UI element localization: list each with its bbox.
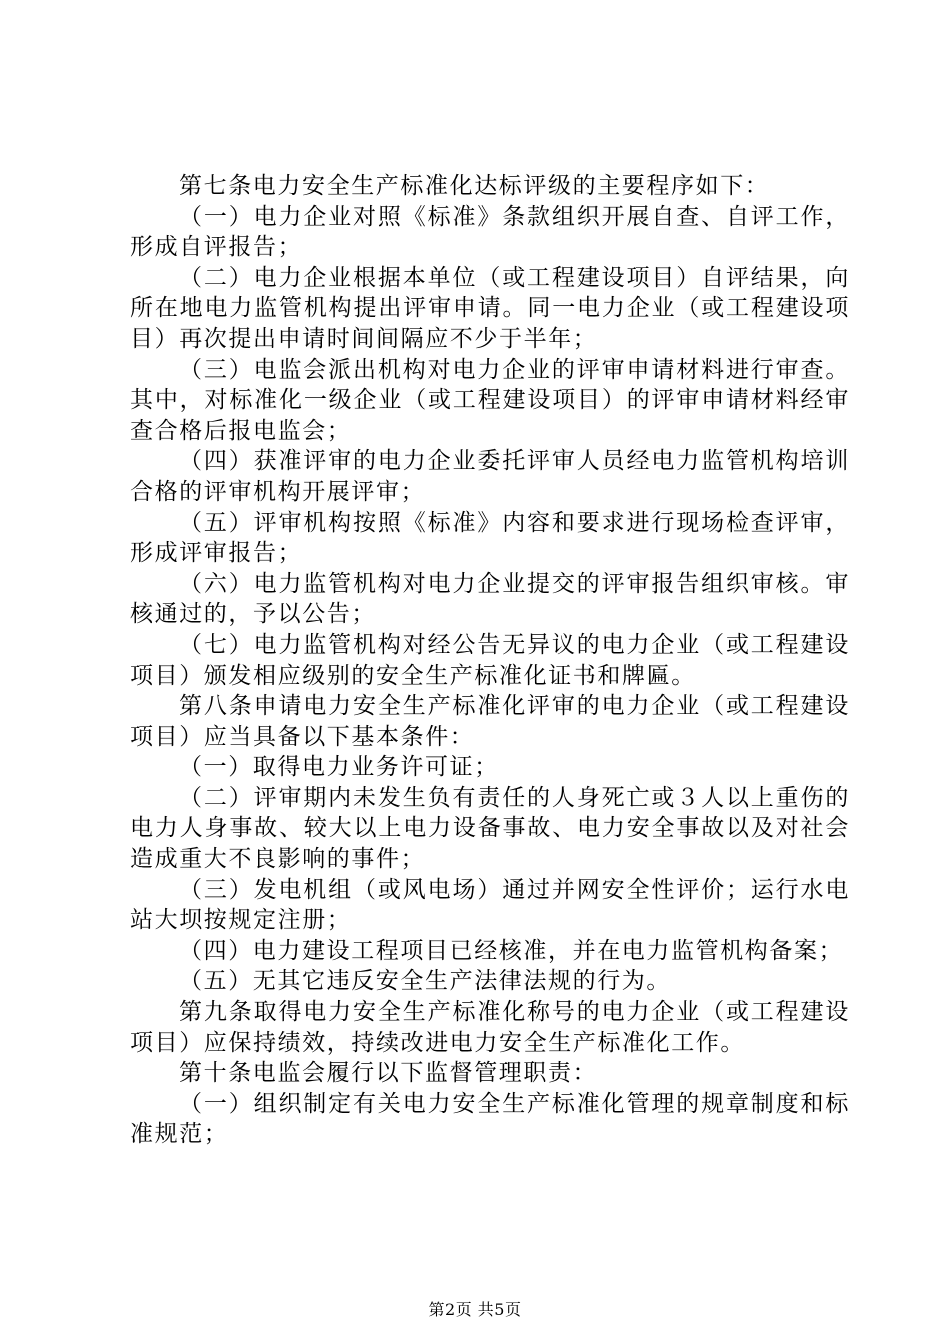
- paragraph-item-3: （三）电监会派出机构对电力企业的评审申请材料进行审查。其中，对标准化一级企业（或工程建设项目）的评审申请材料经审查合格后报电监会；: [130, 356, 850, 444]
- paragraph-item-4: （四）获准评审的电力企业委托评审人员经电力监管机构培训合格的评审机构开展评审；: [130, 448, 850, 505]
- document-body: [130, 171, 850, 1150]
- paragraph-condition-2: （二）评审期内未发生负有责任的人身死亡或３人以上重伤的电力人身事故、较大以上电力设备事故、电力安全事故以及对社会造成重大不良影响的事件；: [130, 784, 850, 873]
- paragraph-duty-1: （一）组织制定有关电力安全生产标准化管理的规章制度和标准规范；: [130, 1090, 850, 1148]
- paragraph-condition-4: （四）电力建设工程项目已经核准，并在电力监管机构备案；: [179, 937, 844, 964]
- paragraph-condition-1: （一）取得电力业务许可证；: [179, 754, 499, 781]
- page-footer: [0, 1300, 950, 1320]
- page-indicator: 第2页 共5页: [428, 1300, 522, 1319]
- paragraph-item-2: （二）电力企业根据本单位（或工程建设项目）自评结果，向所在地电力监管机构提出评审申请。同一电力企业（或工程建设项目）再次提出申请时间间隔应不少于半年；: [130, 264, 850, 352]
- paragraph-item-6: （六）电力监管机构对电力企业提交的评审报告组织审核。审核通过的，予以公告；: [130, 570, 850, 628]
- paragraph-condition-3: （三）发电机组（或风电场）通过并网安全性评价；运行水电站大坝按规定注册；: [130, 876, 850, 934]
- paragraph-article-7: 第七条电力安全生产标准化达标评级的主要程序如下：: [179, 173, 770, 199]
- paragraph-article-10: 第十条电监会履行以下监督管理职责：: [179, 1060, 598, 1087]
- paragraph-article-8: 第八条申请电力安全生产标准化评审的电力企业（或工程建设项目）应当具备以下基本条件：: [130, 693, 850, 750]
- paragraph-item-7: （七）电力监管机构对经公告无异议的电力企业（或工程建设项目）颁发相应级别的安全生产标准化证书和牌匾。: [130, 631, 850, 689]
- paragraph-item-5: （五）评审机构按照《标准》内容和要求进行现场检查评审，形成评审报告；: [130, 509, 850, 567]
- paragraph-article-9: 第九条取得电力安全生产标准化称号的电力企业（或工程建设项目）应保持绩效，持续改进电力安全生产标准化工作。: [130, 999, 850, 1056]
- paragraph-condition-5: （五）无其它违反安全生产法律法规的行为。: [179, 968, 671, 995]
- paragraph-item-1: （一）电力企业对照《标准》条款组织开展自查、自评工作，形成自评报告；: [130, 203, 850, 261]
